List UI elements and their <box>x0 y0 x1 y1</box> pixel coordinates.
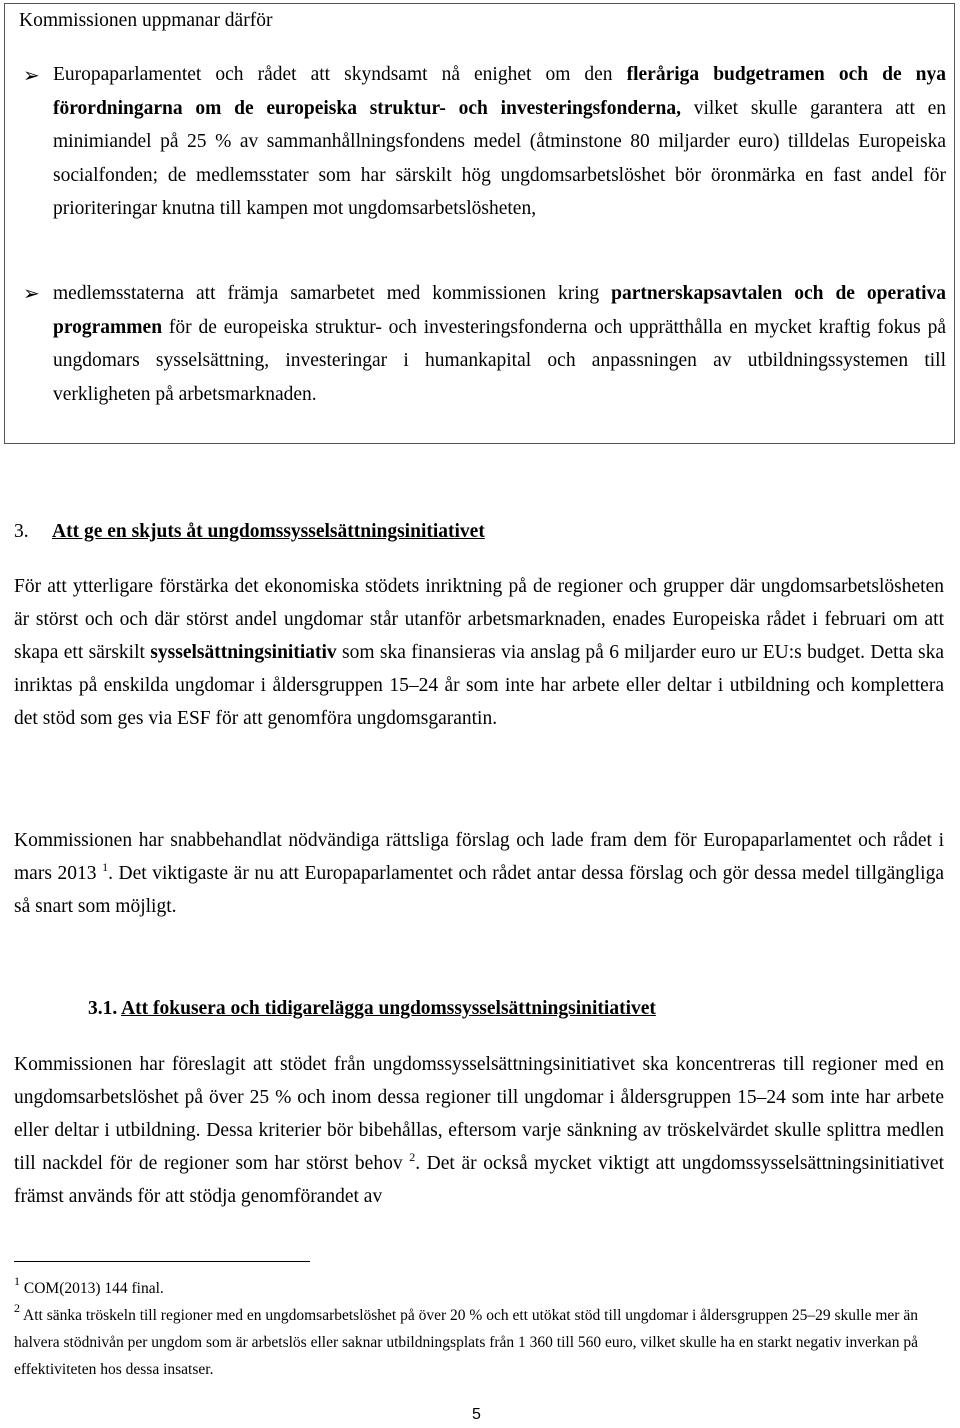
bullet-item-2: medlemsstaterna att främja samarbetet med kommissionen kring partnerskapsavtalen och de operativa programmen för de europeiska struktur- och investeringsfonderna och upprätthålla en mycket kraftig fokus på ungdomars sysselsättning, investeringar i humankapital och anpassningen av utbildningssystemen till verkligheten på arbetsmarknaden. <box>53 283 946 405</box>
box-title: Kommissionen uppmanar därför <box>19 10 273 31</box>
footnote-ref: 2 <box>409 1150 416 1164</box>
footnote-ref: 1 <box>102 860 109 874</box>
page-number: 5 <box>472 1406 481 1423</box>
section-title: Att fokusera och tidigarelägga ungdomssysselsättningsinitiativet <box>121 998 656 1019</box>
section-3-1-heading <box>88 998 656 1020</box>
footnote-1: $^1$ COM(2013) 144 final. <box>14 1274 164 1297</box>
footnote-separator <box>14 1261 310 1262</box>
arrow-bullet-icon: ➢ <box>23 65 40 87</box>
recommendation-box <box>4 3 955 444</box>
bullet-item-1: Europaparlamentet och rådet att skyndsamt nå enighet om den fleråriga budgetramen och de nya förordningarna om de europeiska struktur- och investeringsfonderna, vilket skulle garantera att en minimiandel på 25 % av sammanhållningsfondens medel (åtminstone 80 miljarder euro) tilldelas Europeiska socialfonden; de medlemsstater som har särskilt hög ungdomsarbetslöshet bör öronmärka en fast andel för prioriteringar knutna till kampen mot ungdomsarbetslösheten, <box>53 64 946 219</box>
footnote-2: $^2$ Att sänka tröskeln till regioner med en ungdomsarbetslöshet på över 20 % och ett utökat stöd till ungdomar i åldersgruppen 25–29 skulle mer än halvera stödnivån per ungdom som är arbetslös eller saknar utbildningsplats från 1 360 till 560 euro, vilket skulle ha en starkt negativ inverkan på effektiviteten hos dessa insatser. <box>14 1301 918 1378</box>
section-number: 3. <box>14 521 29 542</box>
arrow-bullet-icon: ➢ <box>23 283 40 305</box>
section-3-1-paragraph: Kommissionen har föreslagit att stödet från ungdomssysselsättningsinitiativet ska koncentreras till regioner med en ungdomsarbetslöshet på över 25 % och inom dessa regioner till ungdomar i åldersgruppen 15–24 som inte har arbete eller deltar i utbildning. Dessa kriterier bör bibehållas, eftersom varje sänkning av tröskelvärdet skulle splittra medlen till nackdel för de regioner som har störst behov $^2$. Det är också mycket viktigt att ungdomssysselsättningsinitiativet främst används för att stödja genomförandet av <box>14 1054 944 1207</box>
section-3-paragraph-2: Kommissionen har snabbehandlat nödvändiga rättsliga förslag och lade fram dem för Europaparlamentet och rådet i mars 2013 $^1$. Det viktigaste är nu att Europaparlamentet och rådet antar dessa förslag och gör dessa medel tillgängliga så snart som möjligt. <box>14 830 945 917</box>
section-number: 3.1. <box>88 998 118 1019</box>
section-3-paragraph-1: För att ytterligare förstärka det ekonomiska stödets inriktning på de regioner och grupper där ungdomsarbetslösheten är störst och och där störst andel ungdomar står utanför arbetsmarknaden, enades Europeiska rådet i februari om att skapa ett särskilt sysselsättningsinitiativ som ska finansieras via anslag på 6 miljarder euro ur EU:s budget. Detta ska inriktas på enskilda ungdomar i åldersgruppen 15–24 år som inte har arbete eller deltar i utbildning och komplettera det stöd som ges via ESF för att genomföra ungdomsgarantin. <box>14 576 944 729</box>
section-title: Att ge en skjuts åt ungdomssysselsättningsinitiativet <box>52 521 485 542</box>
